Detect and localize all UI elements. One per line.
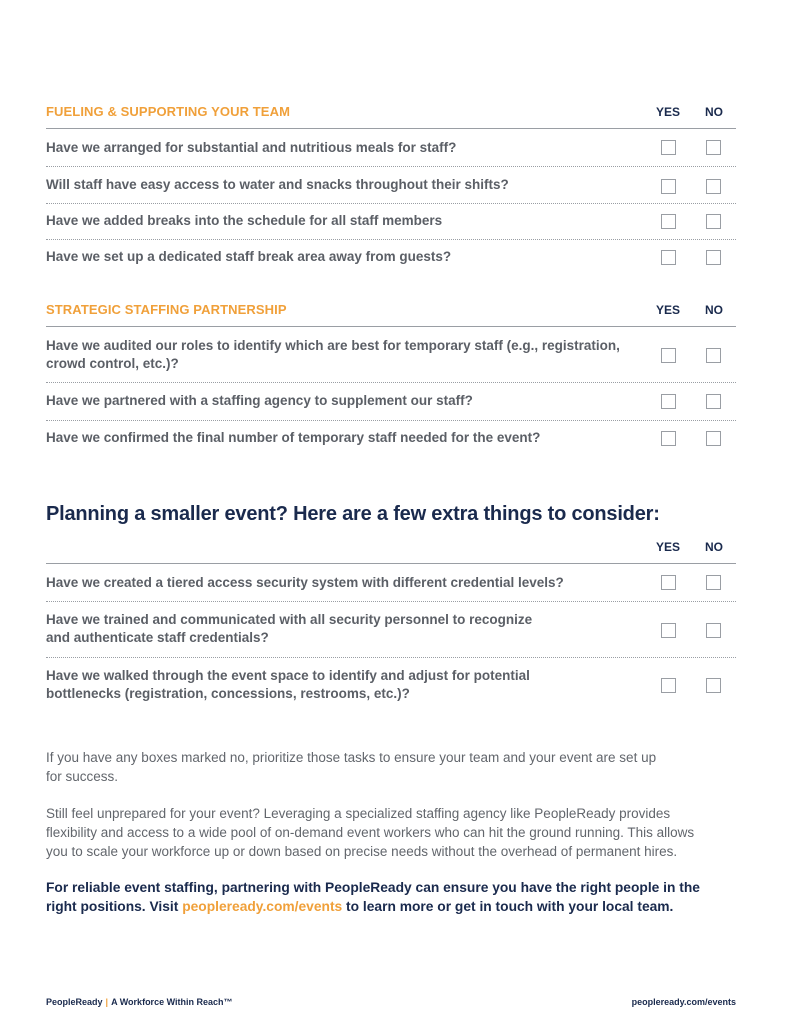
section-header: [46, 539, 736, 564]
yes-column-label: YES: [656, 105, 681, 119]
question-text: Have we set up a dedicated staff break area away from guests?: [46, 249, 452, 264]
no-checkbox[interactable]: [706, 250, 721, 265]
yes-checkbox[interactable]: [661, 394, 676, 409]
yes-column-label: YES: [656, 303, 681, 317]
no-column-label: NO: [705, 303, 723, 317]
question-text-line2: bottlenecks (registration, concessions, restrooms, etc.)?: [46, 686, 410, 701]
no-checkbox[interactable]: [706, 140, 721, 155]
no-checkbox[interactable]: [706, 678, 721, 693]
section-title: FUELING & SUPPORTING YOUR TEAM: [46, 104, 290, 119]
footer-url[interactable]: peopleready.com/events: [631, 997, 736, 1007]
call-to-action: [46, 878, 746, 916]
planning-heading: Planning a smaller event? Here are a few extra things to consider:: [46, 503, 660, 525]
section-staffing-partnership: [46, 302, 736, 457]
cta-text: to learn more or get in touch with your local team.: [342, 899, 674, 914]
section-smaller-event: [46, 539, 736, 714]
paragraph-line: flexibility and access to a wide pool of on-demand event workers who can hit the ground running. This allows: [46, 825, 695, 840]
checklist-row: [46, 240, 736, 276]
brand-name: PeopleReady: [46, 997, 103, 1007]
no-column-label: NO: [705, 105, 723, 119]
question-text: Have we created a tiered access security system with different credential levels?: [46, 575, 564, 590]
question-text: Have we arranged for substantial and nutritious meals for staff?: [46, 140, 457, 155]
no-checkbox[interactable]: [706, 348, 721, 363]
footer-separator: |: [105, 997, 109, 1007]
yes-checkbox[interactable]: [661, 623, 676, 638]
question-text-line2: and authenticate staff credentials?: [46, 630, 269, 645]
checklist-row: [46, 204, 736, 240]
question-text-line1: Have we walked through the event space to identify and adjust for potential: [46, 668, 530, 683]
paragraph-line: you to scale your workforce up or down based on precise needs without the overhead of permanent hires.: [46, 844, 678, 859]
no-column-label: NO: [705, 540, 723, 554]
yes-column-label: YES: [656, 540, 681, 554]
section-title: STRATEGIC STAFFING PARTNERSHIP: [46, 302, 287, 317]
section-header: [46, 104, 736, 129]
yes-checkbox[interactable]: [661, 678, 676, 693]
yes-checkbox[interactable]: [661, 348, 676, 363]
cta-text: right positions. Visit: [46, 899, 183, 914]
checklist-row: [46, 167, 736, 204]
paragraph-line: If you have any boxes marked no, prioritize those tasks to ensure your team and your event are set up: [46, 750, 657, 765]
question-text-line2: crowd control, etc.)?: [46, 356, 179, 371]
closing-paragraph-1: [46, 748, 741, 786]
section-fueling: [46, 104, 736, 276]
footer-brand: [46, 997, 233, 1007]
yes-checkbox[interactable]: [661, 431, 676, 446]
yes-checkbox[interactable]: [661, 214, 676, 229]
question-text: Have we partnered with a staffing agency to supplement our staff?: [46, 393, 473, 408]
checklist-row: [46, 602, 736, 658]
question-text-line1: Have we trained and communicated with all security personnel to recognize: [46, 612, 533, 627]
question-text: Have we confirmed the final number of temporary staff needed for the event?: [46, 430, 541, 445]
closing-paragraph-2: [46, 804, 741, 861]
checklist-row: [46, 383, 736, 421]
question-text: Will staff have easy access to water and snacks throughout their shifts?: [46, 177, 509, 192]
checklist-row: [46, 327, 736, 383]
events-link[interactable]: peopleready.com/events: [182, 899, 343, 914]
section-header: [46, 302, 736, 327]
cta-line: For reliable event staffing, partnering with PeopleReady can ensure you have the right people in the: [46, 880, 700, 895]
paragraph-line: Still feel unprepared for your event? Leveraging a specialized staffing agency like PeopleReady provides: [46, 806, 671, 821]
checklist-row: [46, 658, 736, 714]
paragraph-line: for success.: [46, 769, 119, 784]
checklist-row: [46, 564, 736, 602]
question-text: Have we added breaks into the schedule for all staff members: [46, 213, 443, 228]
no-checkbox[interactable]: [706, 179, 721, 194]
checklist-row: [46, 129, 736, 167]
no-checkbox[interactable]: [706, 623, 721, 638]
no-checkbox[interactable]: [706, 214, 721, 229]
question-text-line1: Have we audited our roles to identify which are best for temporary staff (e.g., registration,: [46, 338, 620, 353]
yes-checkbox[interactable]: [661, 140, 676, 155]
yes-checkbox[interactable]: [661, 575, 676, 590]
checklist-row: [46, 421, 736, 457]
brand-tagline: A Workforce Within Reach™: [111, 997, 233, 1007]
yes-checkbox[interactable]: [661, 179, 676, 194]
yes-checkbox[interactable]: [661, 250, 676, 265]
no-checkbox[interactable]: [706, 575, 721, 590]
no-checkbox[interactable]: [706, 431, 721, 446]
cta-line: [46, 897, 746, 916]
no-checkbox[interactable]: [706, 394, 721, 409]
